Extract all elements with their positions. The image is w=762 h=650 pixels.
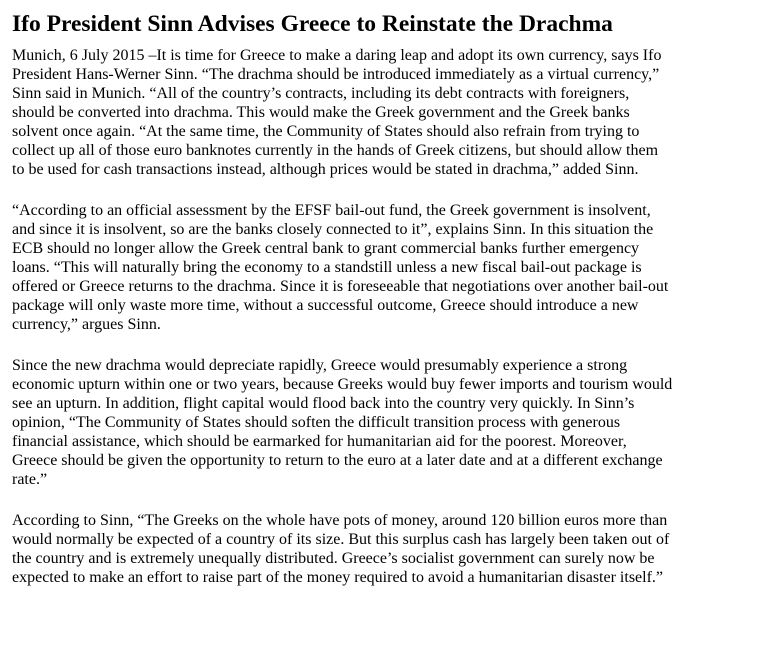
article-paragraph-4: According to Sinn, “The Greeks on the whole have pots of money, around 120 billion euros more than would normally be expected of a country of its size. But this surplus cash has largely been taken out of the country and is extremely unequally distributed. Greece’s socialist government can surely now be expected to make an effort to raise part of the money required to avoid a humanitarian disaster itself.” [12, 512, 670, 586]
article-paragraph-3: Since the new drachma would depreciate rapidly, Greece would presumably experience a strong economic upturn within one or two years, because Greeks would buy fewer imports and tourism would see an upturn. In addition, flight capital would flood back into the country very quickly. In Sinn’s opinion, “The Community of States should soften the difficult transition process with generous financial assistance, which should be earmarked for humanitarian aid for the poorest. Moreover, Greece should be given the opportunity to return to the euro at a later date and at a different exchange rate.” [12, 357, 673, 488]
article-paragraph-1: Munich, 6 July 2015 –It is time for Greece to make a daring leap and adopt its own currency, says Ifo President Hans-Werner Sinn. “The drachma should be introduced immediately as a virtual currency,” Sinn said in Munich. “All of the country’s contracts, including its debt contracts with foreigners, should be converted into drachma. This would make the Greek government and the Greek banks solvent once again. “At the same time, the Community of States should also refrain from trying to collect up all of those euro banknotes currently in the hands of Greek citizens, but should allow them to be used for cash transactions instead, although prices would be stated in drachma,” added Sinn. [12, 47, 662, 178]
article-title: Ifo President Sinn Advises Greece to Reinstate the Drachma [12, 11, 613, 37]
article [12, 7, 756, 587]
article-paragraph-2: “According to an official assessment by the EFSF bail-out fund, the Greek government is insolvent, and since it is insolvent, so are the banks closely connected to it”, explains Sinn. In this situation the ECB should no longer allow the Greek central bank to grant commercial banks further emergency loans. “This will naturally bring the economy to a standstill unless a new fiscal bail-out package is offered or Greece returns to the drachma. Since it is foreseeable that negotiations over another bail-out package will only waste more time, without a successful outcome, Greece should introduce a new currency,” argues Sinn. [12, 202, 669, 333]
